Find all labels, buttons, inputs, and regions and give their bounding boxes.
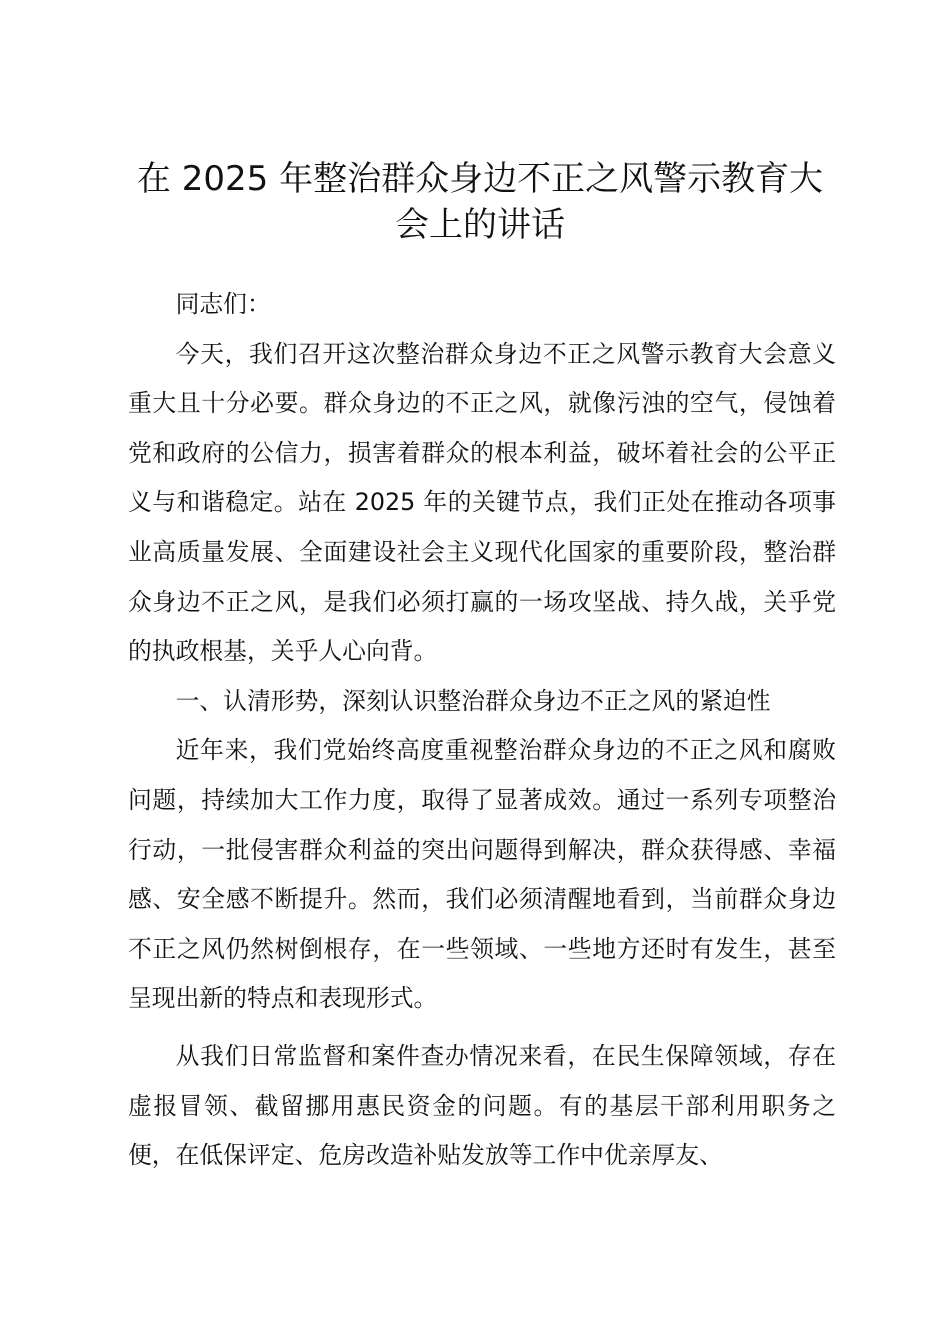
paragraph-situation: 近年来，我们党始终高度重视整治群众身边的不正之风和腐败问题，持续加大工作力度，取得了显著成效。通过一系列专项整治行动，一批侵害群众利益的突出问题得到解决，群众获得感、幸福感、安全感不断提升。然而，我们必须清醒地看到，当前群众身边不正之风仍然树倒根存，在一些领域、一些地方还时有发生，甚至呈现出新的特点和表现形式。 [128, 736, 836, 1013]
document-body [128, 280, 836, 1181]
title-line-1: 在 2025 年整治群众身边不正之风警示教育大 [136, 159, 824, 199]
paragraph-intro: 今天，我们召开这次整治群众身边不正之风警示教育大会意义重大且十分必要。群众身边的不正之风，就像污浊的空气，侵蚀着党和政府的公信力，损害着群众的根本利益，破坏着社会的公平正义与和谐稳定。站在 2025 年的关键节点，我们正处在推动各项事业高质量发展、全面建设社会主义现代化国家的重要阶段，整治群众身边不正之风，是我们必须打赢的一场攻坚战、持久战，关乎党的执政根基，关乎人心向背。 [128, 339, 836, 666]
section-heading-1: 一、认清形势，深刻认识整治群众身边不正之风的紧迫性 [175, 686, 771, 715]
document-title [100, 156, 860, 248]
paragraph-supervision: 从我们日常监督和案件查办情况来看，在民生保障领域，存在虚报冒领、截留挪用惠民资金的问题。有的基层干部利用职务之便，在低保评定、危房改造补贴发放等工作中优亲厚友、 [128, 1041, 836, 1170]
salutation: 同志们： [175, 290, 271, 318]
title-line-2: 会上的讲话 [395, 205, 565, 245]
